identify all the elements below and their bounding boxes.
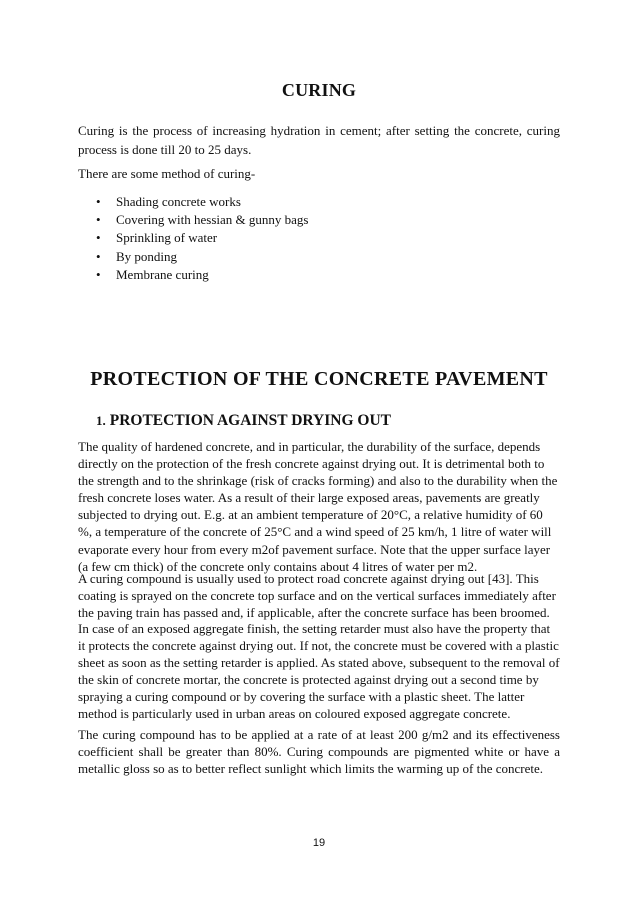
list-item: [96, 266, 308, 284]
curing-methods-list: [96, 193, 308, 284]
list-item: [96, 193, 308, 211]
bullet-icon: •: [96, 194, 101, 209]
list-item: [96, 248, 308, 266]
protection-paragraph-4: The curing compound has to be applied at a rate of at least 200 g/m2 and its effectiveness coefficient shall be greater than 80%. Curing compounds are pigmented white or have a metallic gloss so as to better reflect sunlight which limits the warming up of the concrete.: [78, 727, 560, 777]
bullet-icon: •: [96, 266, 101, 282]
protection-paragraph-2: A curing compound is usually used to protect road concrete against drying out [43]. This coating is sprayed on the concrete top surface and on the vertical surfaces immediately after the paving train has passed and, if applicable, after the concrete surface has been broomed.: [78, 571, 556, 621]
list-item-text: Sprinkling of water: [116, 230, 218, 246]
protection-paragraph-3: In case of an exposed aggregate finish, the setting retarder must also have the property that it protects the concrete against drying out. If not, the concrete must be covered with a plastic sheet as soon as the setting retarder is applied. As stated above, subsequent to the removal of the skin of concrete mortar, the concrete is protected against drying out a second time by spraying a curing compound or by covering the surface with a plastic sheet. The latter method is particularly used in urban areas on coloured exposed aggregate concrete.: [78, 621, 560, 722]
curing-methods-intro: There are some method of curing-: [78, 166, 256, 181]
list-item-text: Covering with hessian & gunny bags: [116, 212, 309, 228]
curing-intro-paragraph: Curing is the process of increasing hydration in cement; after setting the concrete, curing process is done till 20 to 25 days.: [78, 123, 560, 157]
protection-heading: PROTECTION OF THE CONCRETE PAVEMENT: [90, 368, 548, 390]
curing-heading: CURING: [281, 80, 357, 100]
subheading-number: 1.: [96, 413, 106, 428]
protection-subheading: [96, 412, 391, 430]
subheading-text: PROTECTION AGAINST DRYING OUT: [109, 412, 391, 429]
list-item-text: By ponding: [116, 248, 178, 264]
list-item: [96, 229, 308, 247]
protection-paragraph-1: The quality of hardened concrete, and in particular, the durability of the surface, depends directly on the protection of the fresh concrete against drying out. It is detrimental both to the strength and to the shrinkage (risk of cracks forming) and also to the durability when the fresh concrete loses water. As a result of their large exposed areas, pavements are greatly subjected to drying out. E.g. at an ambient temperature of 20°C, a relative humidity of 60 %, a temperature of the concrete of 25°C and a wind speed of 25 km/h, 1 litre of water will evaporate every hour from every m2of pavement surface. Note that the upper surface layer (a few cm thick) of the concrete only contains about 4 litres of water per m2.: [78, 439, 558, 574]
bullet-icon: •: [96, 212, 101, 228]
list-item-text: Membrane curing: [116, 266, 209, 282]
list-item-text: Shading concrete works: [116, 194, 241, 209]
page-number: 19: [312, 837, 326, 849]
bullet-icon: •: [96, 230, 101, 246]
bullet-icon: •: [96, 248, 101, 264]
list-item: [96, 211, 308, 229]
